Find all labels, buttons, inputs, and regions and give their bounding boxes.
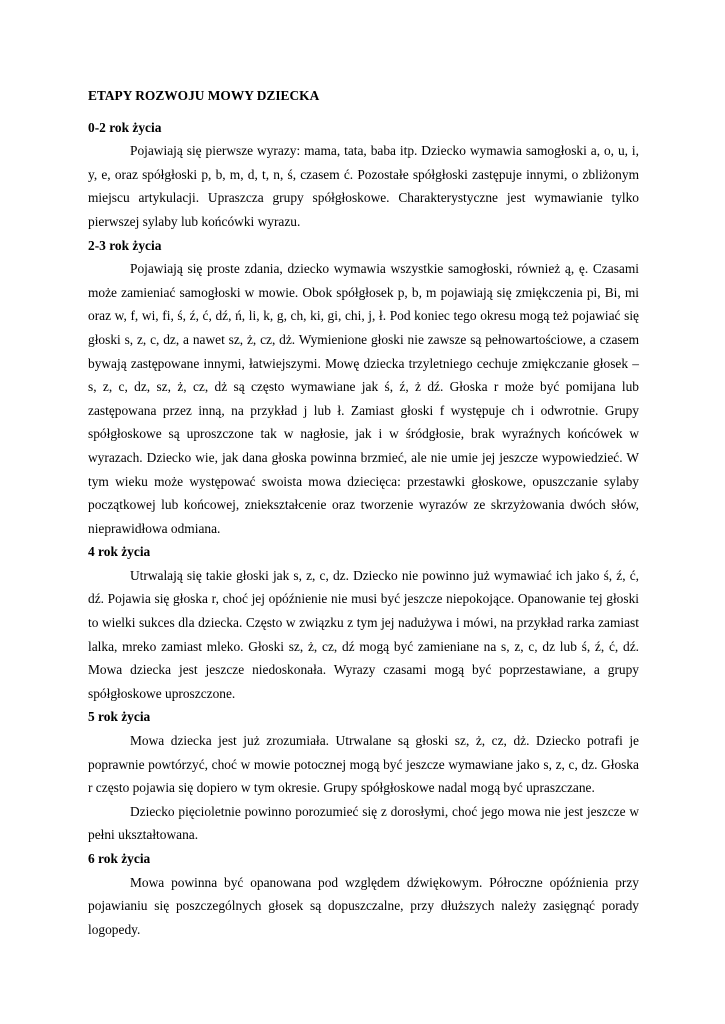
paragraph: Utrwalają się takie głoski jak s, z, c, dz. Dziecko nie powinno już wymawiać ich jako ś, ź, ć, dź. Pojawia się głoska r, choć jej opóźnienie nie musi być jeszcze niepokojące. Opanowanie tej głoski to wielki sukces dla dziecka. Często w związku z tym jej nadużywa i mówi, na przykład rarka zamiast lalka, mreko zamiast mleko. Głoski sz, ż, cz, dź mogą być zamieniane na s, z, c, dz lub ś, ź, ć, dź. Mowa dziecka jest jeszcze niedoskonała. Wyrazy czasami mogą być poprzestawiane, a grupy spółgłoskowe uproszczone. [88, 567, 639, 701]
section-heading: 2-3 rok życia [88, 237, 162, 253]
document-page [88, 84, 639, 941]
section-0-2 [88, 116, 639, 234]
paragraph: Pojawiają się proste zdania, dziecko wymawia wszystkie samogłoski, również ą, ę. Czasami może zamieniać samogłoski w mowie. Obok spółgłosek p, b, m pojawiają się zmiękczenia pi, Bi, mi oraz w, f, wi, fi, ś, ź, ć, dź, ń, li, k, g, ch, ki, gi, chi, j, ł. Pod koniec tego okresu mogą też pojawiać się głoski s, z, c, dz, a nawet sz, ż, cz, dż. Wymienione głoski nie zawsze są pełnowartościowe, a czasem bywają zastępowane innymi, łatwiejszymi. Mowę dziecka trzyletniego cechuje zmiękczanie głosek – s, z, c, dz, sz, ż, cz, dż są często wymawiane jak ś, ź, ż dź. Głoska r może być pomijana lub zastępowana przez inną, na przykład j lub ł. Zamiast głoski f występuje ch i odwrotnie. Grupy spółgłoskowe są uproszczone tak w nagłosie, jak i w śródgłosie, brak wyraźnych końcówek w wyrazach. Dziecko wie, jak dana głoska powinna brzmieć, ale nie umie jej jeszcze wypowiedzieć. W tym wieku może występować swoista mowa dziecięca: przestawki głoskowe, opuszczanie sylaby początkowej lub końcowej, zniekształcenie oraz tworzenie wyrazów ze skrzyżowania dwóch słów, nieprawidłowa odmiana. [88, 261, 639, 536]
paragraph: Mowa dziecka jest już zrozumiała. Utrwalane są głoski sz, ż, cz, dż. Dziecko potrafi je poprawnie powtórzyć, choć w mowie potocznej mogą być jeszcze wymawiane jako s, z, c, dz. Głoska r często pojawia się dopiero w tym okresie. Grupy spółgłoskowe nadal mogą być upraszczane. [88, 733, 639, 796]
section-2-3 [88, 234, 639, 541]
section-heading: 0-2 rok życia [88, 119, 162, 135]
paragraph: Dziecko pięcioletnie powinno porozumieć się z dorosłymi, choć jego mowa nie jest jeszcze w pełni ukształtowana. [88, 803, 639, 843]
section-heading: 4 rok życia [88, 544, 151, 560]
section-5 [88, 705, 639, 847]
section-heading: 5 rok życia [88, 709, 151, 725]
section-4 [88, 540, 639, 705]
section-heading: 6 rok życia [88, 851, 151, 866]
paragraph: Mowa powinna być opanowana pod względem dźwiękowym. Półroczne opóźnienia przy pojawianiu się poszczególnych głosek są dopuszczalne, przy dłuższych należy zasięgnąć porady logopedy. [88, 874, 639, 937]
section-6 [88, 847, 639, 941]
document-title: ETAPY ROZWOJU MOWY DZIECKA [88, 88, 320, 103]
paragraph: Pojawiają się pierwsze wyrazy: mama, tata, baba itp. Dziecko wymawia samogłoski a, o, u, i, y, e, oraz spółgłoski p, b, m, d, t, n, ś, czasem ć. Pozostałe spółgłoski zastępuje innymi, o zbliżonym miejscu artykulacji. Upraszcza grupy spółgłoskowe. Charakterystyczne jest wymawianie tylko pierwszej sylaby lub końcówki wyrazu. [88, 143, 639, 229]
